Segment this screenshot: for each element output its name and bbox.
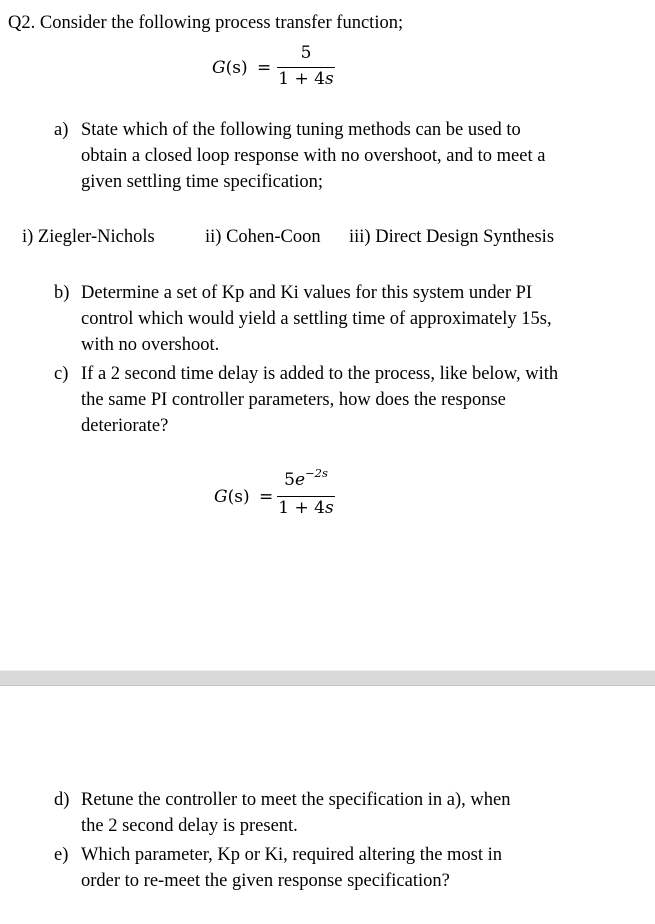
page-divider (0, 670, 655, 686)
equation-2-function: G (214, 487, 228, 507)
equation-2-numerator-var: e (294, 470, 306, 490)
equation-2-lhs (214, 487, 273, 507)
part-a-line: obtain a closed loop response with no overshoot, and to meet a (81, 146, 546, 166)
part-b-line: Determine a set of Kp and Ki values for this system under PI (81, 283, 533, 303)
equation-2-numerator (277, 466, 335, 490)
method-cohen-coon: ii) Cohen-Coon (205, 227, 321, 247)
equation-1-argument: (s) (225, 58, 248, 78)
part-d-line: Retune the controller to meet the specification in a), when (81, 790, 511, 810)
part-a-line: given settling time specification; (81, 172, 323, 192)
equation-1-denominator (277, 69, 335, 89)
equation-1-denominator-var: s (324, 69, 334, 89)
part-e-text (81, 842, 502, 894)
part-b-line: with no overshoot. (81, 335, 220, 355)
equation-1-fraction-bar (277, 67, 335, 68)
equation-2-denominator (277, 498, 335, 518)
part-c-text (81, 361, 558, 439)
part-d-label: d) (54, 790, 70, 810)
part-a-label: a) (54, 120, 69, 140)
part-e-line: order to re-meet the given response specification? (81, 871, 450, 891)
equation-2-numerator-base: 5 (284, 470, 295, 490)
equation-2-fraction-bar (277, 496, 335, 497)
part-b-label: b) (54, 283, 70, 303)
part-c-label: c) (54, 364, 69, 384)
part-e-line: Which parameter, Kp or Ki, required altering the most in (81, 845, 503, 865)
method-direct-design-synthesis: iii) Direct Design Synthesis (349, 227, 555, 247)
equation-1-equals: = (257, 58, 272, 78)
equation-1-lhs (212, 58, 271, 78)
part-a-text (81, 117, 545, 195)
question-title: Q2. Consider the following process transfer function; (8, 13, 404, 33)
equation-1-denominator-const: 1 + 4 (278, 69, 325, 89)
part-e-label: e) (54, 845, 69, 865)
part-a-line: State which of the following tuning methods can be used to (81, 120, 521, 140)
part-b-line: control which would yield a settling time of approximately 15s, (81, 309, 552, 329)
method-ziegler-nichols: i) Ziegler-Nichols (22, 227, 155, 247)
equation-2-denominator-const: 1 + 4 (278, 498, 325, 518)
equation-2-equals: = (259, 487, 274, 507)
equation-2-exponent: −2s (305, 466, 328, 480)
equation-2-denominator-var: s (324, 498, 334, 518)
part-c-line: If a 2 second time delay is added to the process, like below, with (81, 364, 559, 384)
equation-1-function: G (212, 58, 226, 78)
equation-1-numerator: 5 (300, 43, 312, 63)
part-d-text (81, 787, 510, 839)
part-b-text (81, 280, 552, 358)
part-c-line: the same PI controller parameters, how does the response (81, 390, 506, 410)
equation-2-argument: (s) (227, 487, 250, 507)
part-d-line: the 2 second delay is present. (81, 816, 298, 836)
part-c-line: deteriorate? (81, 416, 169, 436)
